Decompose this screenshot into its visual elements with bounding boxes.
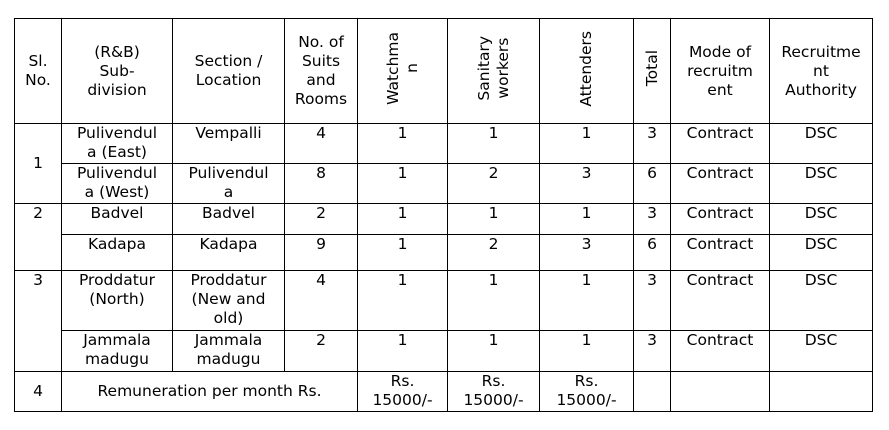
watchman-cell: 1: [358, 204, 448, 235]
total-cell: 6: [634, 235, 671, 271]
watchman-cell: 1: [358, 271, 448, 331]
header-row: [15, 19, 873, 124]
empty-authority-cell: [770, 372, 873, 412]
empty-mode-cell: [671, 372, 770, 412]
attenders-cell: 1: [540, 331, 634, 372]
section-cell: Kadapa: [173, 235, 285, 271]
section-cell: Pulivendul a: [173, 164, 285, 204]
suits-cell: 4: [285, 124, 358, 164]
table-row: [15, 204, 873, 235]
total-cell: 3: [634, 271, 671, 331]
header-sl-no: Sl. No.: [15, 19, 62, 124]
remuneration-label: Remuneration per month Rs.: [62, 372, 358, 412]
attenders-cell: 1: [540, 271, 634, 331]
subdivision-cell: Jammala madugu: [62, 331, 173, 372]
table-row: [15, 331, 873, 372]
mode-cell: Contract: [671, 124, 770, 164]
table-row: [15, 124, 873, 164]
suits-cell: 2: [285, 204, 358, 235]
watchman-cell: 1: [358, 235, 448, 271]
section-cell: Vempalli: [173, 124, 285, 164]
total-cell: 6: [634, 164, 671, 204]
attenders-cell: 3: [540, 235, 634, 271]
header-sanitary-text: Sanitary workers: [474, 36, 512, 101]
mode-cell: Contract: [671, 331, 770, 372]
section-cell: Jammala madugu: [173, 331, 285, 372]
sanitary-pay-cell: Rs. 15000/-: [448, 372, 540, 412]
mode-cell: Contract: [671, 235, 770, 271]
section-cell: Proddatur (New and old): [173, 271, 285, 331]
attenders-pay-cell: Rs. 15000/-: [540, 372, 634, 412]
header-watchman: [358, 19, 448, 124]
sanitary-cell: 1: [448, 124, 540, 164]
table-row: [15, 235, 873, 271]
staffing-table: [14, 18, 873, 412]
authority-cell: DSC: [770, 204, 873, 235]
subdivision-cell: Proddatur (North): [62, 271, 173, 331]
subdivision-cell: Badvel: [62, 204, 173, 235]
suits-cell: 9: [285, 235, 358, 271]
watchman-cell: 1: [358, 124, 448, 164]
header-watchman-text: Watchma n: [383, 32, 421, 105]
mode-cell: Contract: [671, 271, 770, 331]
attenders-cell: 3: [540, 164, 634, 204]
remuneration-row: [15, 372, 873, 412]
authority-cell: DSC: [770, 124, 873, 164]
total-cell: 3: [634, 124, 671, 164]
sl-cell: 3: [15, 271, 62, 372]
sl-cell: 1: [15, 124, 62, 204]
suits-cell: 8: [285, 164, 358, 204]
empty-total-cell: [634, 372, 671, 412]
authority-cell: DSC: [770, 331, 873, 372]
mode-cell: Contract: [671, 164, 770, 204]
sanitary-cell: 2: [448, 235, 540, 271]
header-suits-rooms: No. of Suits and Rooms: [285, 19, 358, 124]
header-total: [634, 19, 671, 124]
authority-cell: DSC: [770, 235, 873, 271]
attenders-cell: 1: [540, 124, 634, 164]
table-row: [15, 164, 873, 204]
header-total-text: Total: [642, 50, 661, 87]
header-attenders-text: Attenders: [577, 30, 595, 107]
sl-cell: 4: [15, 372, 62, 412]
subdivision-cell: Pulivendul a (East): [62, 124, 173, 164]
sanitary-cell: 1: [448, 331, 540, 372]
attenders-cell: 1: [540, 204, 634, 235]
header-attenders: [540, 19, 634, 124]
authority-cell: DSC: [770, 271, 873, 331]
header-recruitment-authority: Recruitme nt Authority: [770, 19, 873, 124]
mode-cell: Contract: [671, 204, 770, 235]
total-cell: 3: [634, 331, 671, 372]
subdivision-cell: Pulivendul a (West): [62, 164, 173, 204]
table-row: [15, 271, 873, 331]
sl-cell: 2: [15, 204, 62, 271]
watchman-cell: 1: [358, 331, 448, 372]
sanitary-cell: 2: [448, 164, 540, 204]
header-subdivision: (R&B) Sub- division: [62, 19, 173, 124]
authority-cell: DSC: [770, 164, 873, 204]
sanitary-cell: 1: [448, 204, 540, 235]
total-cell: 3: [634, 204, 671, 235]
suits-cell: 4: [285, 271, 358, 331]
sanitary-cell: 1: [448, 271, 540, 331]
header-section-location: Section / Location: [173, 19, 285, 124]
header-mode-of-recruitment: Mode of recruitm ent: [671, 19, 770, 124]
subdivision-cell: Kadapa: [62, 235, 173, 271]
suits-cell: 2: [285, 331, 358, 372]
watchman-pay-cell: Rs. 15000/-: [358, 372, 448, 412]
header-sanitary-workers: [448, 19, 540, 124]
watchman-cell: 1: [358, 164, 448, 204]
section-cell: Badvel: [173, 204, 285, 235]
